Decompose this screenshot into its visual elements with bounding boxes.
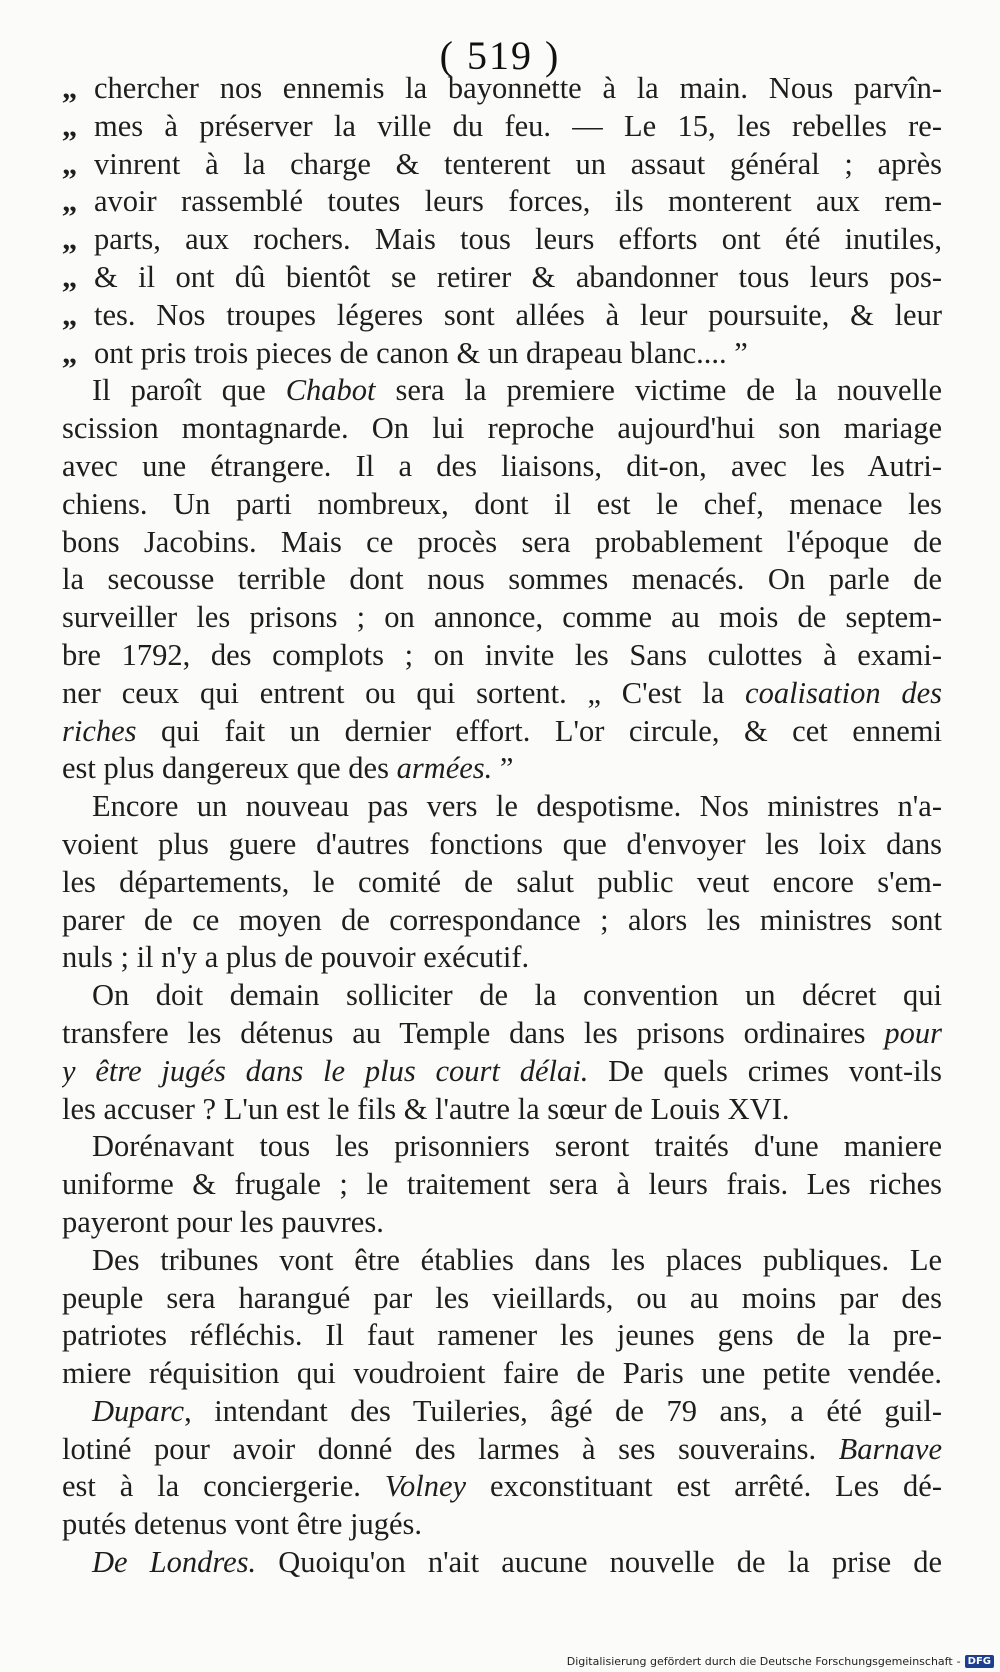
text-span: la secousse terrible dont nous sommes menacés. On parle de: [62, 562, 942, 597]
italic-text: Barnave: [838, 1431, 942, 1466]
footer-text: Digitalisierung gefördert durch die Deutsche Forschungsgemeinschaft: [566, 1655, 953, 1668]
text-line: [62, 1091, 942, 1129]
text-line: [62, 221, 942, 259]
text-line: [62, 1317, 942, 1355]
text-line: [62, 70, 942, 108]
text-span: & il ont dû bientôt se retirer & abandonner tous leurs pos-: [94, 259, 942, 294]
text-line: [62, 1431, 942, 1469]
text-span: surveiller les prisons ; on annonce, comme au mois de septem-: [62, 600, 942, 635]
text-span: Quoiqu'on n'ait aucune nouvelle de la prise de: [256, 1545, 942, 1580]
text-line: [62, 1242, 942, 1280]
text-span: voient plus guere d'autres fonctions que d'envoyer les loix dans: [62, 826, 942, 861]
text-line: [62, 1280, 942, 1318]
text-span: Dorénavant tous les prisonniers seront traités d'une maniere: [92, 1129, 942, 1164]
quote-mark: „: [62, 297, 78, 332]
text-line: [62, 864, 942, 902]
text-span: ner ceux qui entrent ou qui sortent. „ C'est la: [62, 675, 746, 710]
text-line: [62, 1053, 942, 1091]
text-span: payeront pour les pauvres.: [62, 1204, 384, 1239]
text-span: scission montagnarde. On lui reproche aujourd'hui son mariage: [62, 411, 942, 446]
text-line: [62, 1204, 942, 1242]
text-span: exconstituant est arrêté. Les dé-: [466, 1469, 942, 1504]
text-line: [62, 297, 942, 335]
italic-text: pour: [884, 1015, 942, 1050]
quote-mark: „: [62, 184, 78, 219]
text-span: uniforme & frugale ; le traitement sera à leurs frais. Les riches: [62, 1167, 942, 1202]
text-span: est à la conciergerie.: [62, 1469, 385, 1504]
text-line: [62, 146, 942, 184]
quote-mark: „: [62, 259, 78, 294]
text-span: est plus dangereux que des: [62, 751, 397, 786]
text-span: les départements, le comité de salut public veut encore s'em-: [62, 864, 942, 899]
text-line: [62, 1015, 942, 1053]
text-span: bons Jacobins. Mais ce procès sera probablement l'époque de: [62, 524, 942, 559]
text-line: [62, 410, 942, 448]
text-span: ont pris trois pieces de canon & un drapeau blanc.... ”: [94, 335, 748, 370]
text-span: transfere les détenus au Temple dans les prisons ordinaires: [62, 1015, 885, 1050]
text-span: mes à préserver la ville du feu. — Le 15, les rebelles re-: [94, 108, 942, 143]
italic-text: riches: [62, 713, 137, 748]
text-line: [62, 1468, 942, 1506]
body-text: [62, 70, 942, 1582]
text-line: [62, 1506, 942, 1544]
text-span: chercher nos ennemis la bayonnette à la main. Nous parvîn-: [94, 71, 942, 105]
text-span: parts, aux rochers. Mais tous leurs efforts ont été inutiles,: [94, 222, 942, 257]
text-span: sera la premiere victime de la nouvelle: [375, 373, 942, 408]
text-line: [62, 939, 942, 977]
text-span: bre 1792, des complots ; on invite les Sans culottes à exami-: [62, 637, 942, 672]
text-span: parer de ce moyen de correspondance ; alors les ministres sont: [62, 902, 942, 937]
text-line: [62, 335, 942, 373]
italic-text: coalisation des: [745, 675, 942, 710]
text-line: [62, 183, 942, 221]
text-line: [62, 372, 942, 410]
text-line: [62, 750, 942, 788]
page-number: ( 519 ): [439, 33, 561, 78]
text-span: miere réquisition qui voudroient faire de Paris une petite vendée.: [62, 1356, 942, 1391]
text-line: [62, 637, 942, 675]
text-line: [62, 1166, 942, 1204]
text-span: les accuser ? L'un est le fils & l'autre la sœur de Louis XVI.: [62, 1091, 790, 1126]
text-span: Des tribunes vont être établies dans les places publiques. Le: [92, 1242, 942, 1277]
italic-text: Duparc: [92, 1393, 185, 1428]
quote-mark: „: [62, 71, 78, 105]
text-line: [62, 108, 942, 146]
text-span: lotiné pour avoir donné des larmes à ses souverains.: [62, 1431, 839, 1466]
text-span: , intendant des Tuileries, âgé de 79 ans, a été guil-: [184, 1393, 942, 1428]
text-span: avec une étrangere. Il a des liaisons, dit-on, avec les Autri-: [62, 448, 942, 483]
footer-credit: Digitalisierung gefördert durch die Deutsche Forschungsgemeinschaft - DFG: [567, 1655, 994, 1668]
text-span: qui fait un dernier effort. L'or circule, & cet ennemi: [136, 713, 942, 748]
text-span: vinrent à la charge & tenterent un assaut général ; après: [94, 146, 942, 181]
dfg-logo: DFG: [965, 1655, 994, 1668]
text-line: [62, 826, 942, 864]
text-span: De quels crimes vont-ils: [588, 1053, 942, 1088]
text-line: [62, 259, 942, 297]
quote-mark: „: [62, 146, 78, 181]
text-line: [62, 675, 942, 713]
text-span: ”: [492, 751, 514, 786]
italic-text: Chabot: [285, 373, 376, 408]
text-line: [62, 977, 942, 1015]
quote-mark: „: [62, 335, 78, 370]
text-line: [62, 486, 942, 524]
text-line: [62, 1544, 942, 1582]
italic-text: De Londres.: [92, 1545, 257, 1580]
text-line: [62, 1128, 942, 1166]
text-span: patriotes réfléchis. Il faut ramener les jeunes gens de la pre-: [62, 1318, 942, 1353]
text-span: chiens. Un parti nombreux, dont il est le chef, menace les: [62, 486, 942, 521]
italic-text: y être jugés dans le plus court délai.: [62, 1053, 589, 1088]
text-span: avoir rassemblé toutes leurs forces, ils monterent aux rem-: [94, 184, 942, 219]
text-line: [62, 561, 942, 599]
text-span: Encore un nouveau pas vers le despotisme. Nos ministres n'a-: [92, 789, 942, 824]
text-line: [62, 599, 942, 637]
text-line: [62, 1393, 942, 1431]
text-span: peuple sera harangué par les vieillards, ou au moins par des: [62, 1280, 942, 1315]
text-span: Il paroît que: [92, 373, 286, 408]
italic-text: Volney: [384, 1469, 467, 1504]
text-span: nuls ; il n'y a plus de pouvoir exécutif.: [62, 940, 530, 975]
text-span: tes. Nos troupes légeres sont allées à leur poursuite, & leur: [94, 297, 942, 332]
quote-mark: „: [62, 222, 78, 257]
text-line: [62, 713, 942, 751]
quote-mark: „: [62, 108, 78, 143]
italic-text: armées.: [396, 751, 493, 786]
text-line: [62, 448, 942, 486]
text-line: [62, 902, 942, 940]
text-line: [62, 788, 942, 826]
text-line: [62, 1355, 942, 1393]
text-line: [62, 524, 942, 562]
text-span: On doit demain solliciter de la convention un décret qui: [92, 978, 942, 1013]
text-span: putés detenus vont être jugés.: [62, 1507, 422, 1542]
